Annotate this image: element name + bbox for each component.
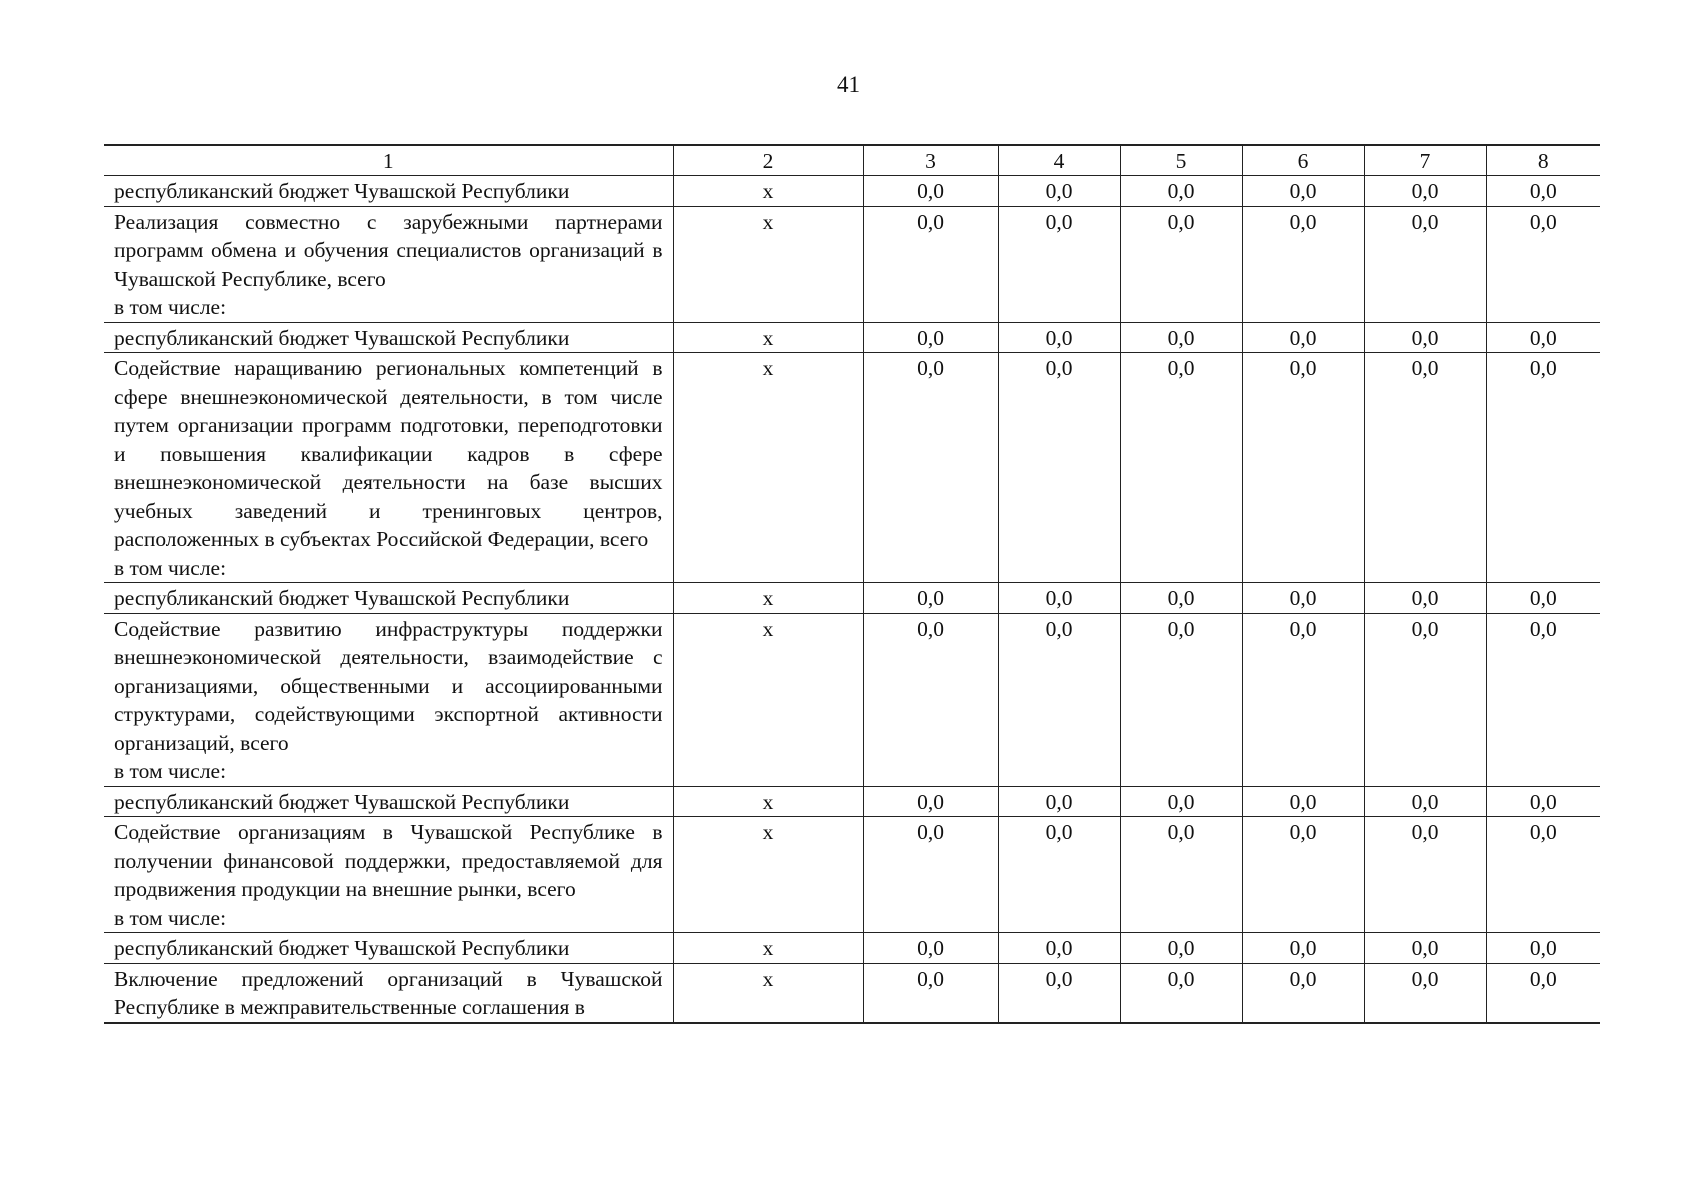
row-value-cell: 0,0 — [1486, 786, 1600, 817]
row-value-cell: 0,0 — [1120, 613, 1242, 786]
row-value-cell: 0,0 — [1364, 353, 1486, 583]
row-value-cell: 0,0 — [1486, 933, 1600, 964]
row-description — [104, 353, 673, 583]
row-value-cell: 0,0 — [1242, 963, 1364, 1023]
table-row — [104, 322, 1600, 353]
row-value-cell: 0,0 — [1120, 933, 1242, 964]
row-value-cell: 0,0 — [1364, 786, 1486, 817]
column-header: 6 — [1242, 145, 1364, 176]
row-code-cell: х — [673, 206, 863, 322]
row-value-cell: 0,0 — [863, 933, 998, 964]
row-value-cell: 0,0 — [1486, 817, 1600, 933]
row-description-text: Содействие организациям в Чувашской Республике в получении финансовой поддержки, предоставляемой для продвижения продукции на внешние рынки, всего — [114, 820, 663, 901]
row-code-cell: х — [673, 583, 863, 614]
row-subnote: в том числе: — [114, 555, 227, 580]
row-value-cell: 0,0 — [1364, 322, 1486, 353]
row-value-cell: 0,0 — [1364, 206, 1486, 322]
row-description-text: Содействие наращиванию региональных компетенций в сфере внешнеэкономической деятельности, в том числе путем организации программ подготовки, переподготовки и повышения квалификации кадров в сфере внешнеэкономической деятельности на базе высших учебных заведений и тренинговых центров, расположенных в субъектах Российской Федерации, всего — [114, 356, 663, 551]
row-value-cell: 0,0 — [1486, 613, 1600, 786]
row-value-cell: 0,0 — [998, 353, 1120, 583]
row-value-cell: 0,0 — [1364, 817, 1486, 933]
row-value-cell: 0,0 — [998, 322, 1120, 353]
row-value-cell: 0,0 — [1242, 786, 1364, 817]
row-code-cell: х — [673, 963, 863, 1023]
row-value-cell: 0,0 — [863, 583, 998, 614]
row-value-cell: 0,0 — [1242, 353, 1364, 583]
row-code-cell: х — [673, 322, 863, 353]
row-value-cell: 0,0 — [1486, 206, 1600, 322]
row-value-cell: 0,0 — [1120, 786, 1242, 817]
row-value-cell: 0,0 — [863, 963, 998, 1023]
row-subnote: в том числе: — [114, 905, 227, 930]
row-description — [104, 206, 673, 322]
row-value-cell: 0,0 — [1242, 583, 1364, 614]
row-value-cell: 0,0 — [1242, 817, 1364, 933]
row-value-cell: 0,0 — [998, 206, 1120, 322]
table-row — [104, 817, 1600, 933]
row-value-cell: 0,0 — [863, 786, 998, 817]
row-value-cell: 0,0 — [1364, 583, 1486, 614]
column-header: 4 — [998, 145, 1120, 176]
row-description — [104, 322, 673, 353]
row-description-text: республиканский бюджет Чувашской Республики — [114, 325, 570, 350]
row-value-cell: 0,0 — [1120, 206, 1242, 322]
row-value-cell: 0,0 — [1364, 176, 1486, 207]
row-code-cell: х — [673, 786, 863, 817]
row-description-text: республиканский бюджет Чувашской Республики — [114, 789, 570, 814]
row-subnote: в том числе: — [114, 295, 227, 319]
row-value-cell: 0,0 — [1364, 933, 1486, 964]
table-row — [104, 353, 1600, 583]
row-value-cell: 0,0 — [863, 613, 998, 786]
row-description — [104, 176, 673, 207]
column-number-row — [104, 145, 1600, 176]
row-code-cell: х — [673, 613, 863, 786]
row-description-text: республиканский бюджет Чувашской Республики — [114, 586, 570, 610]
row-description-text: республиканский бюджет Чувашской Республики — [114, 936, 570, 960]
column-header: 1 — [104, 145, 673, 176]
row-value-cell: 0,0 — [998, 583, 1120, 614]
table-row — [104, 786, 1600, 817]
row-value-cell: 0,0 — [1364, 963, 1486, 1023]
row-value-cell: 0,0 — [1242, 933, 1364, 964]
budget-table — [104, 144, 1600, 1024]
row-value-cell: 0,0 — [1242, 176, 1364, 207]
row-value-cell: 0,0 — [1242, 206, 1364, 322]
row-description — [104, 963, 673, 1023]
row-description-text: Содействие развитию инфраструктуры поддержки внешнеэкономической деятельности, взаимодействие с организациями, общественными и ассоциированными структурами, содействующими экспортной активности организаций, всего — [114, 616, 663, 755]
row-subnote: в том числе: — [114, 759, 227, 783]
row-code-cell: х — [673, 817, 863, 933]
row-value-cell: 0,0 — [1242, 613, 1364, 786]
column-header: 8 — [1486, 145, 1600, 176]
column-header: 5 — [1120, 145, 1242, 176]
table-row — [104, 583, 1600, 614]
row-value-cell: 0,0 — [998, 963, 1120, 1023]
row-description — [104, 933, 673, 964]
row-description-text: республиканский бюджет Чувашской Республики — [114, 179, 570, 203]
row-value-cell: 0,0 — [863, 176, 998, 207]
row-value-cell: 0,0 — [998, 176, 1120, 207]
row-value-cell: 0,0 — [1486, 353, 1600, 583]
row-value-cell: 0,0 — [998, 817, 1120, 933]
row-value-cell: 0,0 — [998, 786, 1120, 817]
row-description-text: Реализация совместно с зарубежными партнерами программ обмена и обучения специалистов организаций в Чувашской Республике, всего — [114, 209, 663, 291]
row-description — [104, 817, 673, 933]
row-description-text: Включение предложений организаций в Чувашской Республике в межправительственные соглашения в — [114, 966, 663, 1019]
table-row — [104, 933, 1600, 964]
row-value-cell: 0,0 — [1364, 613, 1486, 786]
row-value-cell: 0,0 — [998, 613, 1120, 786]
row-value-cell: 0,0 — [863, 353, 998, 583]
table-row — [104, 963, 1600, 1023]
row-code-cell: х — [673, 353, 863, 583]
row-code-cell: х — [673, 933, 863, 964]
row-code-cell: х — [673, 176, 863, 207]
row-value-cell: 0,0 — [1120, 817, 1242, 933]
row-value-cell: 0,0 — [863, 817, 998, 933]
row-value-cell: 0,0 — [1120, 963, 1242, 1023]
row-value-cell: 0,0 — [863, 322, 998, 353]
page-number: 41 — [837, 72, 860, 97]
row-value-cell: 0,0 — [1486, 963, 1600, 1023]
row-value-cell: 0,0 — [1120, 176, 1242, 207]
row-value-cell: 0,0 — [1120, 583, 1242, 614]
row-value-cell: 0,0 — [998, 933, 1120, 964]
table-row — [104, 176, 1600, 207]
row-value-cell: 0,0 — [1120, 353, 1242, 583]
row-value-cell: 0,0 — [1486, 583, 1600, 614]
table-row — [104, 206, 1600, 322]
row-value-cell: 0,0 — [863, 206, 998, 322]
column-header: 2 — [673, 145, 863, 176]
row-value-cell: 0,0 — [1120, 322, 1242, 353]
column-header: 7 — [1364, 145, 1486, 176]
row-description — [104, 583, 673, 614]
row-description — [104, 786, 673, 817]
row-value-cell: 0,0 — [1486, 176, 1600, 207]
row-value-cell: 0,0 — [1486, 322, 1600, 353]
column-header: 3 — [863, 145, 998, 176]
table-row — [104, 613, 1600, 786]
row-value-cell: 0,0 — [1242, 322, 1364, 353]
row-description — [104, 613, 673, 786]
